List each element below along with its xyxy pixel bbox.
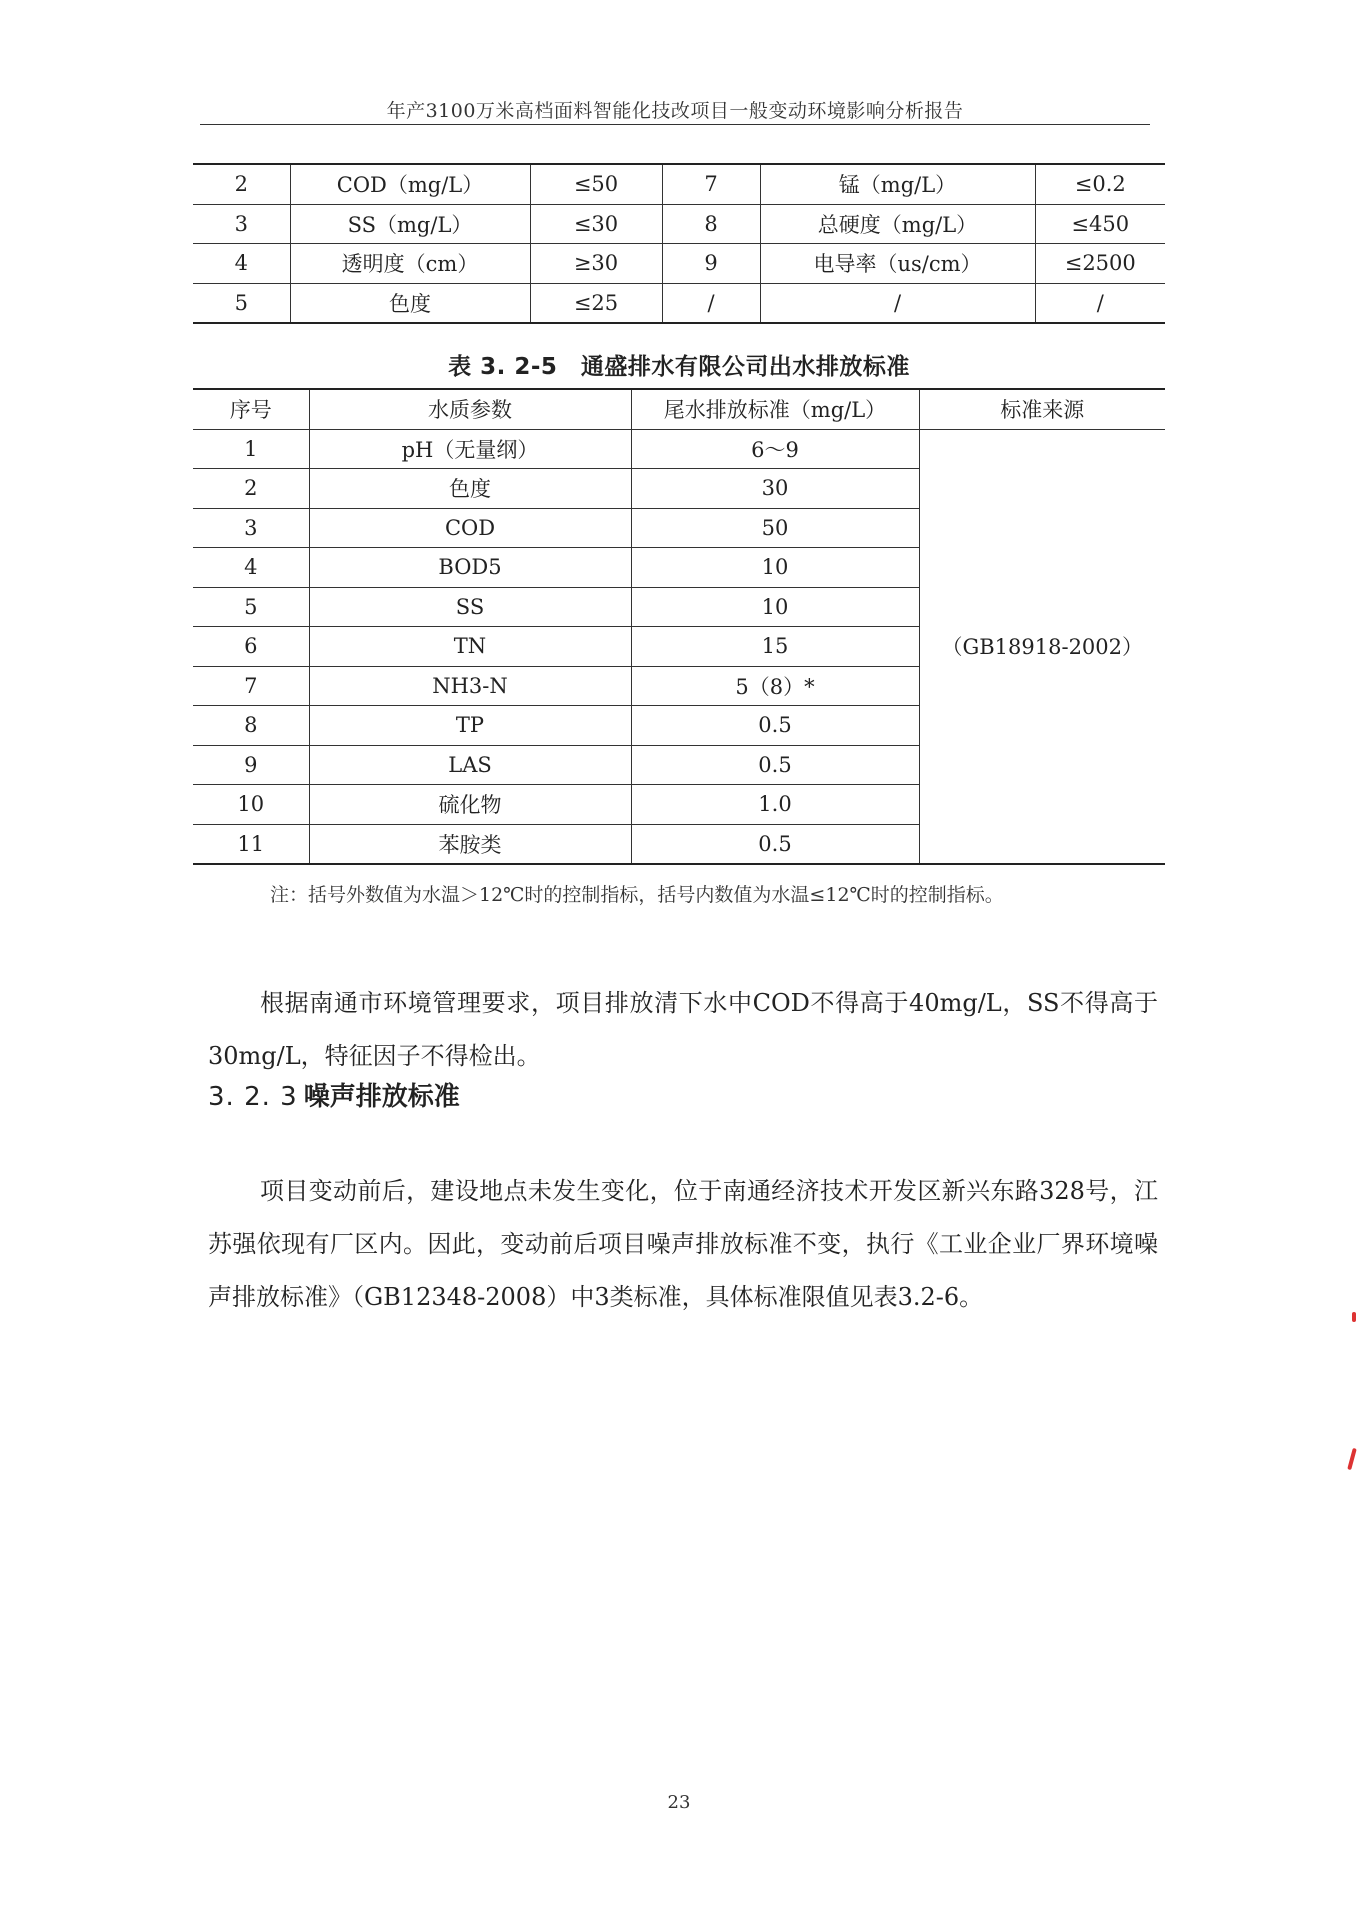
table-cell: TN (309, 627, 631, 667)
table-cell: TP (309, 706, 631, 746)
table-cell: 4 (193, 548, 309, 588)
table-cell: 5 (193, 587, 309, 627)
column-header: 标准来源 (919, 389, 1165, 429)
table-cell: 30 (631, 469, 919, 509)
table-cell: 7 (193, 666, 309, 706)
header-rule (200, 124, 1150, 125)
table-cell: 苯胺类 (309, 824, 631, 864)
table-cell: ≤2500 (1035, 244, 1165, 284)
table-cell: 6 (193, 627, 309, 667)
section-title: 噪声排放标准 (303, 1082, 460, 1112)
table-cell: 15 (631, 627, 919, 667)
table-cell: 8 (662, 204, 760, 244)
table-cell: 透明度（cm） (290, 244, 530, 284)
table-cell: 1.0 (631, 785, 919, 825)
table-cell: BOD5 (309, 548, 631, 588)
table-cell: 色度 (290, 283, 530, 323)
table-cell: / (662, 283, 760, 323)
table-cell: LAS (309, 745, 631, 785)
section-number: 3. 2. 3 (208, 1082, 298, 1112)
table-cell: ≥30 (530, 244, 662, 284)
table-cell: 1 (193, 429, 309, 469)
page-number: 23 (667, 1792, 691, 1813)
table-cell: 7 (662, 164, 760, 204)
table-cell: 9 (662, 244, 760, 284)
table-cell: 2 (193, 164, 290, 204)
table-cell: ≤0.2 (1035, 164, 1165, 204)
table-cell: 4 (193, 244, 290, 284)
table-cell: 8 (193, 706, 309, 746)
body-paragraph: 根据南通市环境管理要求，项目排放清下水中COD不得高于40mg/L，SS不得高于30mg/L，特征因子不得检出。 (208, 989, 1158, 1070)
standard-source-cell: （GB18918-2002） (919, 429, 1165, 864)
table-cell: 0.5 (631, 745, 919, 785)
table-cell: COD (309, 508, 631, 548)
table-cell: / (760, 283, 1035, 323)
table-cell: 5（8）* (631, 666, 919, 706)
table-cell: 0.5 (631, 706, 919, 746)
table-cell: 10 (631, 587, 919, 627)
water-quality-table-continued (193, 163, 1165, 324)
body-paragraph: 项目变动前后，建设地点未发生变化，位于南通经济技术开发区新兴东路328号，江苏强依现有厂区内。因此，变动前后项目噪声排放标准不变，执行《工业企业厂界环境噪声排放标准》（GB12348-2008）中3类标准，具体标准限值见表3.2-6。 (208, 1177, 1158, 1311)
table-cell: 硫化物 (309, 785, 631, 825)
table-cell: 10 (631, 548, 919, 588)
table-note: 注：括号外数值为水温＞12℃时的控制指标，括号内数值为水温≤12℃时的控制指标。 (270, 884, 1004, 906)
table-cell: ≤30 (530, 204, 662, 244)
table-cell: 锰（mg/L） (760, 164, 1035, 204)
table-cell: NH3-N (309, 666, 631, 706)
table-cell: ≤25 (530, 283, 662, 323)
table-row (193, 164, 1165, 204)
table-cell: 6～9 (631, 429, 919, 469)
table-caption: 表 3. 2-5 通盛排水有限公司出水排放标准 (448, 354, 910, 380)
table-row (193, 204, 1165, 244)
table-cell: 2 (193, 469, 309, 509)
table-cell: pH（无量纲） (309, 429, 631, 469)
table-cell: SS (309, 587, 631, 627)
table-cell: ≤50 (530, 164, 662, 204)
table-cell: 总硬度（mg/L） (760, 204, 1035, 244)
table-cell: / (1035, 283, 1165, 323)
table-cell: 50 (631, 508, 919, 548)
table-row (193, 429, 1165, 469)
table-cell: ≤450 (1035, 204, 1165, 244)
column-header: 尾水排放标准（mg/L） (631, 389, 919, 429)
table-cell: SS（mg/L） (290, 204, 530, 244)
table-cell: 3 (193, 508, 309, 548)
header-title: 年产3100万米高档面料智能化技改项目一般变动环境影响分析报告 (386, 100, 964, 122)
table-row (193, 283, 1165, 323)
table-cell: 0.5 (631, 824, 919, 864)
table-cell: 色度 (309, 469, 631, 509)
table-cell: 5 (193, 283, 290, 323)
discharge-standard-table (193, 388, 1165, 865)
table-cell: 10 (193, 785, 309, 825)
table-header-row (193, 389, 1165, 429)
column-header: 水质参数 (309, 389, 631, 429)
section-heading (208, 1076, 460, 1113)
column-header: 序号 (193, 389, 309, 429)
table-cell: 3 (193, 204, 290, 244)
table-row (193, 244, 1165, 284)
table-cell: 电导率（us/cm） (760, 244, 1035, 284)
table-cell: 11 (193, 824, 309, 864)
red-ink-mark (1347, 1448, 1357, 1470)
red-ink-mark (1352, 1312, 1356, 1322)
table-cell: COD（mg/L） (290, 164, 530, 204)
table-cell: 9 (193, 745, 309, 785)
